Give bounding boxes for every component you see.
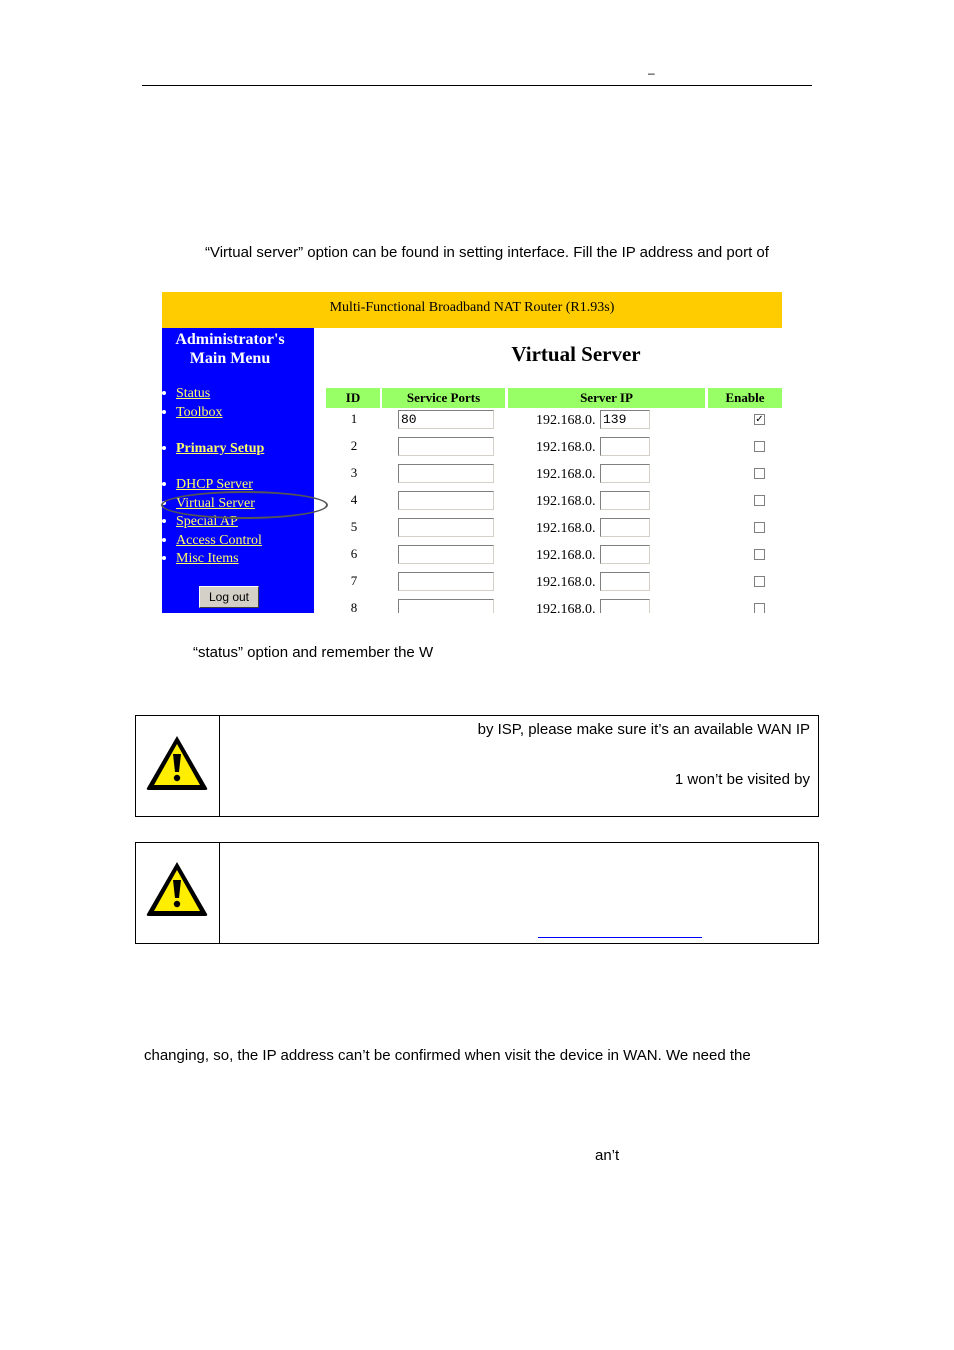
enable-checkbox[interactable] <box>754 441 765 452</box>
server-ip-last-octet-input[interactable] <box>600 599 650 613</box>
service-port-input[interactable] <box>398 437 494 456</box>
service-port-input[interactable] <box>398 545 494 564</box>
menu-link-misc-items[interactable]: Misc Items <box>176 551 239 566</box>
menu-link-primary-setup[interactable]: Primary Setup <box>176 441 265 456</box>
server-ip-last-octet-input[interactable] <box>600 464 650 483</box>
warning-1-line-2: 1 won’t be visited by <box>674 771 810 788</box>
ip-prefix: 192.168.0. <box>536 575 596 590</box>
bullet-icon <box>162 391 166 395</box>
column-header-enable: Enable <box>708 388 782 408</box>
admin-sidebar <box>162 328 314 613</box>
row-id: 4 <box>350 492 358 507</box>
server-ip-last-octet-input[interactable]: 139 <box>600 410 650 429</box>
ip-prefix: 192.168.0. <box>536 413 596 428</box>
enable-checkbox[interactable] <box>754 549 765 560</box>
service-port-input[interactable] <box>398 518 494 537</box>
warning-icon <box>145 860 209 918</box>
server-ip-last-octet-input[interactable] <box>600 437 650 456</box>
highlight-ellipse <box>161 491 328 519</box>
menu-link-special-ap[interactable]: Special AP <box>176 514 238 529</box>
server-ip-last-octet-input[interactable] <box>600 518 650 537</box>
ip-prefix: 192.168.0. <box>536 548 596 563</box>
enable-checkbox[interactable]: ✓ <box>755 414 764 425</box>
ip-prefix: 192.168.0. <box>536 602 596 613</box>
bullet-icon <box>162 482 166 486</box>
bullet-icon <box>162 410 166 414</box>
enable-checkbox[interactable] <box>754 522 765 533</box>
router-screenshot <box>162 292 782 613</box>
server-ip-last-octet-input[interactable] <box>600 545 650 564</box>
service-port-input[interactable] <box>398 464 494 483</box>
column-header-service-ports: Service Ports <box>382 388 505 408</box>
changing-paragraph: changing, so, the IP address can’t be confirmed when visit the device in WAN. We need the <box>144 1047 751 1064</box>
intro-paragraph: “Virtual server” option can be found in setting interface. Fill the IP address and port of <box>205 244 769 261</box>
ip-prefix: 192.168.0. <box>536 440 596 455</box>
ip-prefix: 192.168.0. <box>536 494 596 509</box>
server-ip-last-octet-input[interactable] <box>600 491 650 510</box>
enable-checkbox[interactable] <box>754 576 765 587</box>
virtual-server-panel <box>314 328 782 613</box>
warning-box-1 <box>135 715 819 817</box>
ip-prefix: 192.168.0. <box>536 521 596 536</box>
row-id: 5 <box>350 519 358 534</box>
server-ip-last-octet-input[interactable] <box>600 572 650 591</box>
header-rule <box>142 85 812 86</box>
menu-link-toolbox[interactable]: Toolbox <box>176 405 223 420</box>
cant-fragment: an’t <box>595 1147 620 1164</box>
bullet-icon <box>162 556 166 560</box>
enable-checkbox[interactable] <box>754 468 765 479</box>
column-header-id: ID <box>326 388 380 408</box>
bullet-icon <box>162 538 166 542</box>
status-paragraph: “status” option and remember the W <box>193 644 434 661</box>
admin-menu-title-line1: Administrator's <box>175 331 285 348</box>
enable-checkbox[interactable] <box>754 495 765 506</box>
warning-icon-cell <box>136 716 220 816</box>
warning-box-2 <box>135 842 819 944</box>
row-id: 7 <box>350 573 358 588</box>
admin-menu-title-line2: Main Menu <box>189 350 271 367</box>
warning-1-line-1: by ISP, please make sure it’s an available WAN IP <box>477 721 810 738</box>
bullet-icon <box>162 519 166 523</box>
page-title: Virtual Server <box>511 342 641 366</box>
warning-icon <box>145 734 209 792</box>
service-port-input[interactable] <box>398 599 494 613</box>
row-id: 3 <box>350 465 358 480</box>
service-port-input[interactable] <box>398 491 494 510</box>
header-mark: – <box>648 66 655 80</box>
logout-button[interactable]: Log out <box>199 586 259 608</box>
row-id: 2 <box>350 438 358 453</box>
menu-link-status[interactable]: Status <box>176 386 211 401</box>
row-id: 6 <box>350 546 358 561</box>
service-port-input[interactable] <box>398 572 494 591</box>
service-port-input[interactable]: 80 <box>398 410 494 429</box>
bullet-icon <box>162 446 166 450</box>
menu-link-virtual-server[interactable]: Virtual Server <box>176 496 255 511</box>
enable-checkbox[interactable] <box>754 603 765 613</box>
row-id: 8 <box>350 600 358 613</box>
column-header-server-ip: Server IP <box>508 388 705 408</box>
router-banner: Multi-Functional Broadband NAT Router (R1.93s) <box>162 292 782 328</box>
row-id: 1 <box>350 411 358 426</box>
menu-link-access-control[interactable]: Access Control <box>176 533 262 548</box>
menu-link-dhcp-server[interactable]: DHCP Server <box>176 477 253 492</box>
ip-prefix: 192.168.0. <box>536 467 596 482</box>
link-underline[interactable] <box>538 937 702 938</box>
warning-icon-cell <box>136 843 220 943</box>
